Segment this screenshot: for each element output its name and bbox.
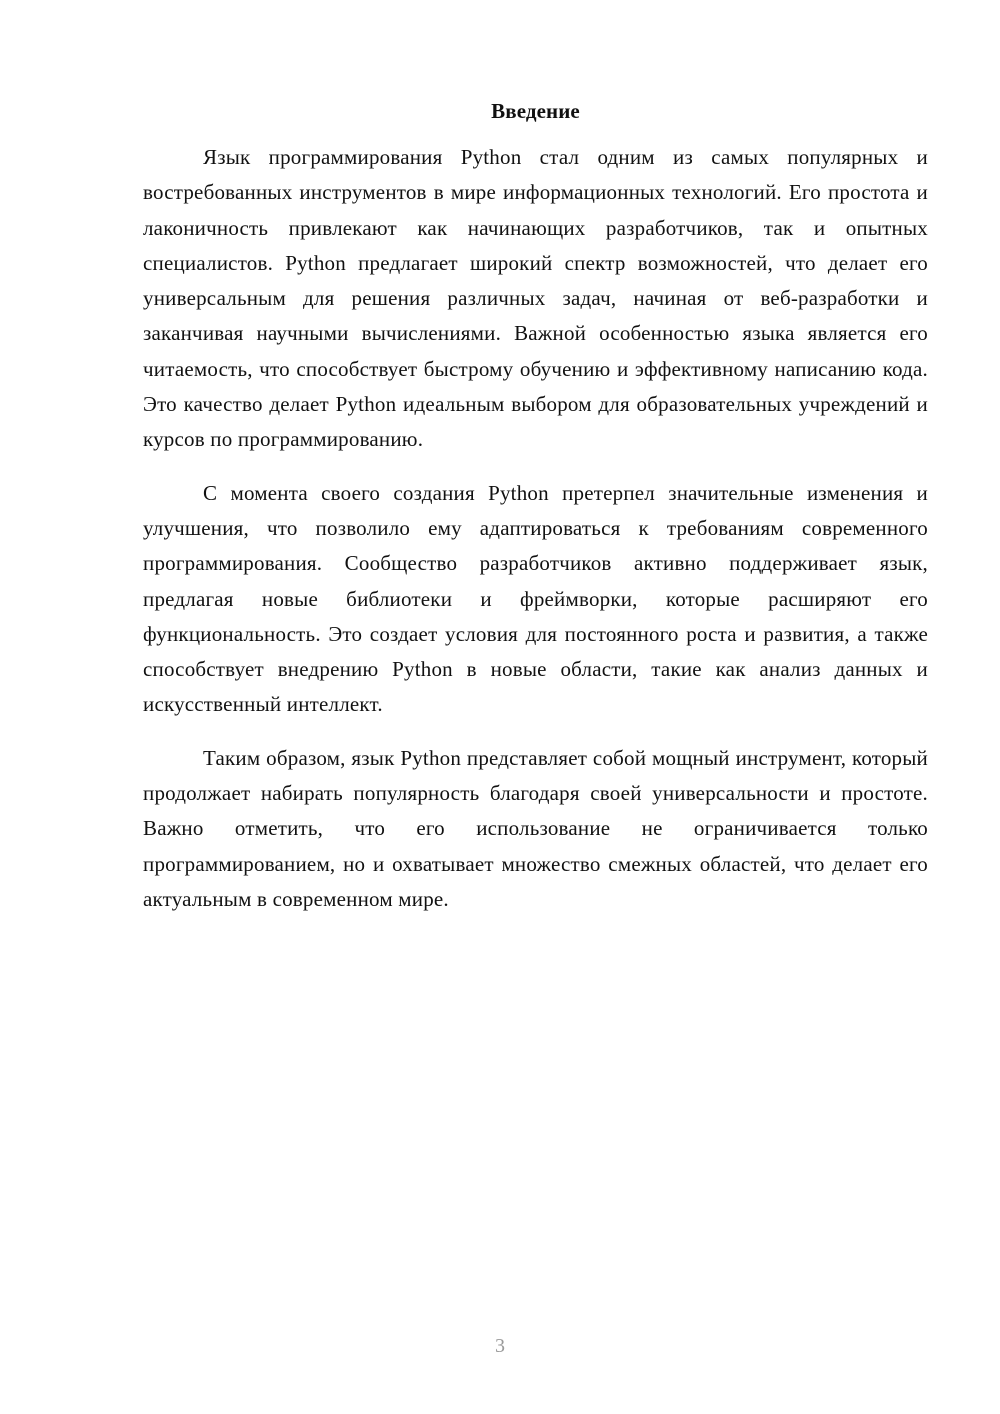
- paragraph-3: Таким образом, язык Python представляет собой мощный инструмент, который продолжает набирать популярность благодаря своей универсальности и простоте. Важно отметить, что его использование не ограничивается только программированием, но и охватывает множество смежных областей, что делает его актуальным в современном мире.: [143, 745, 928, 911]
- paragraph-1: Язык программирования Python стал одним из самых популярных и востребованных инструментов в мире информационных технологий. Его простота и лаконичность привлекают как начинающих разработчиков, так и опытных специалистов. Python предлагает широкий спектр возможностей, что делает его универсальным для решения различных задач, начиная от веб-разработки и заканчивая научными вычислениями. Важной особенностью языка является его читаемость, что способствует быстрому обучению и эффективному написанию кода. Это качество делает Python идеальным выбором для образовательных учреждений и курсов по программированию.: [143, 145, 928, 452]
- paragraph-2: С момента своего создания Python претерпел значительные изменения и улучшения, что позволило ему адаптироваться к требованиям современного программирования. Сообщество разработчиков активно поддерживает язык, предлагая новые библиотеки и фреймворки, которые расширяют его функциональность. Это создает условия для постоянного роста и развития, а также способствует внедрению Python в новые области, такие как анализ данных и искусственный интеллект.: [143, 480, 928, 717]
- page-content: [143, 96, 928, 917]
- section-heading: Введение: [491, 99, 580, 123]
- page-number: 3: [495, 1335, 505, 1357]
